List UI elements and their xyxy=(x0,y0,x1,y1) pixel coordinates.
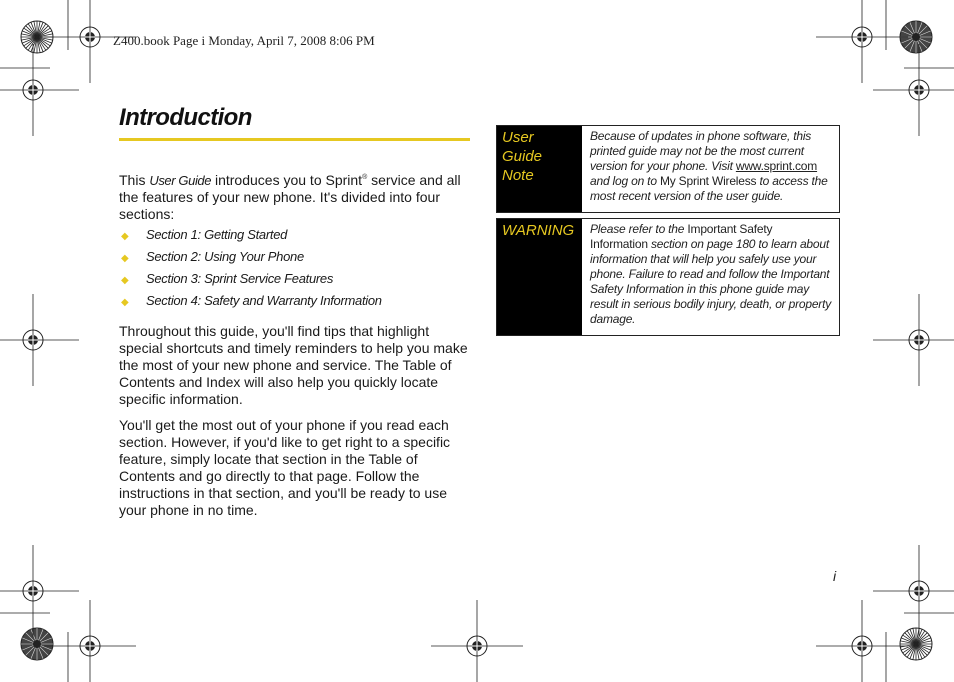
list-item: ◆ Section 2: Using Your Phone xyxy=(119,248,474,270)
list-item: ◆ Section 3: Sprint Service Features xyxy=(119,270,474,292)
note-text: Because of updates in phone software, this printed guide may not be the most current version for your phone. Visit www.sprint.com and log on to My Sprint Wireless to access the most recent version of the user guide. xyxy=(590,129,828,203)
registration-mark-icon xyxy=(44,600,136,682)
registration-mark-icon xyxy=(0,44,79,136)
registration-mark-icon xyxy=(873,44,954,136)
diamond-bullet-icon: ◆ xyxy=(121,231,129,242)
warning-label: WARNING xyxy=(497,219,582,335)
body-column xyxy=(119,172,474,528)
list-item: ◆ Section 1: Getting Started xyxy=(119,226,474,248)
page-title: Introduction xyxy=(119,104,252,131)
registration-mark-icon xyxy=(873,294,954,386)
tips-paragraph: Throughout this guide, you'll find tips that highlight special shortcuts and timely reminders to help you make the most of your new phone and service. The Table of Contents and Index will also help you quickly locate specific information. xyxy=(119,323,468,407)
guide-name: User Guide xyxy=(149,173,212,188)
registered-mark: ® xyxy=(362,174,368,181)
registration-mark-icon xyxy=(0,294,79,386)
diamond-bullet-icon: ◆ xyxy=(121,297,129,308)
page-number: i xyxy=(833,568,837,584)
intro-paragraph xyxy=(119,172,474,223)
list-item: ◆ Section 4: Safety and Warranty Information xyxy=(119,292,474,314)
star-target-icon xyxy=(21,628,53,660)
diamond-bullet-icon: ◆ xyxy=(121,253,129,264)
intro-pre: This xyxy=(119,172,150,188)
registration-mark-icon xyxy=(873,545,954,637)
note-label: User Guide Note xyxy=(497,126,582,212)
intro-post: service and all the features of your new phone. It's divided into four sections: xyxy=(119,172,461,222)
star-target-icon xyxy=(900,628,932,660)
registration-mark-icon xyxy=(816,0,908,83)
registration-mark-icon xyxy=(431,600,523,682)
section-list xyxy=(119,226,474,314)
registration-mark-icon xyxy=(0,545,79,637)
warning-text: Please refer to the Important Safety Information section on page 180 to learn about information that will help you safely use your phone. Failure to read and follow the Important Safety Information in this phone guide may result in serious bodily injury, death, or property damage. xyxy=(590,222,832,326)
title-rule xyxy=(119,138,470,141)
warning-note xyxy=(496,218,840,336)
sprint-link[interactable]: www.sprint.com xyxy=(735,159,818,173)
diamond-bullet-icon: ◆ xyxy=(121,275,129,286)
registration-mark-icon xyxy=(816,600,908,682)
intro-mid: introduces you to Sprint xyxy=(211,172,363,188)
print-header: Z400.book Page i Monday, April 7, 2008 8:06 PM xyxy=(113,33,375,48)
user-guide-note xyxy=(496,125,840,213)
usage-paragraph: You'll get the most out of your phone if you read each section. However, if you'd like to get right to a specific feature, simply locate that section in the Table of Contents and go directly to that page. Follow the instructions in that section, and you'll be ready to use your phone in no time. xyxy=(119,417,451,518)
